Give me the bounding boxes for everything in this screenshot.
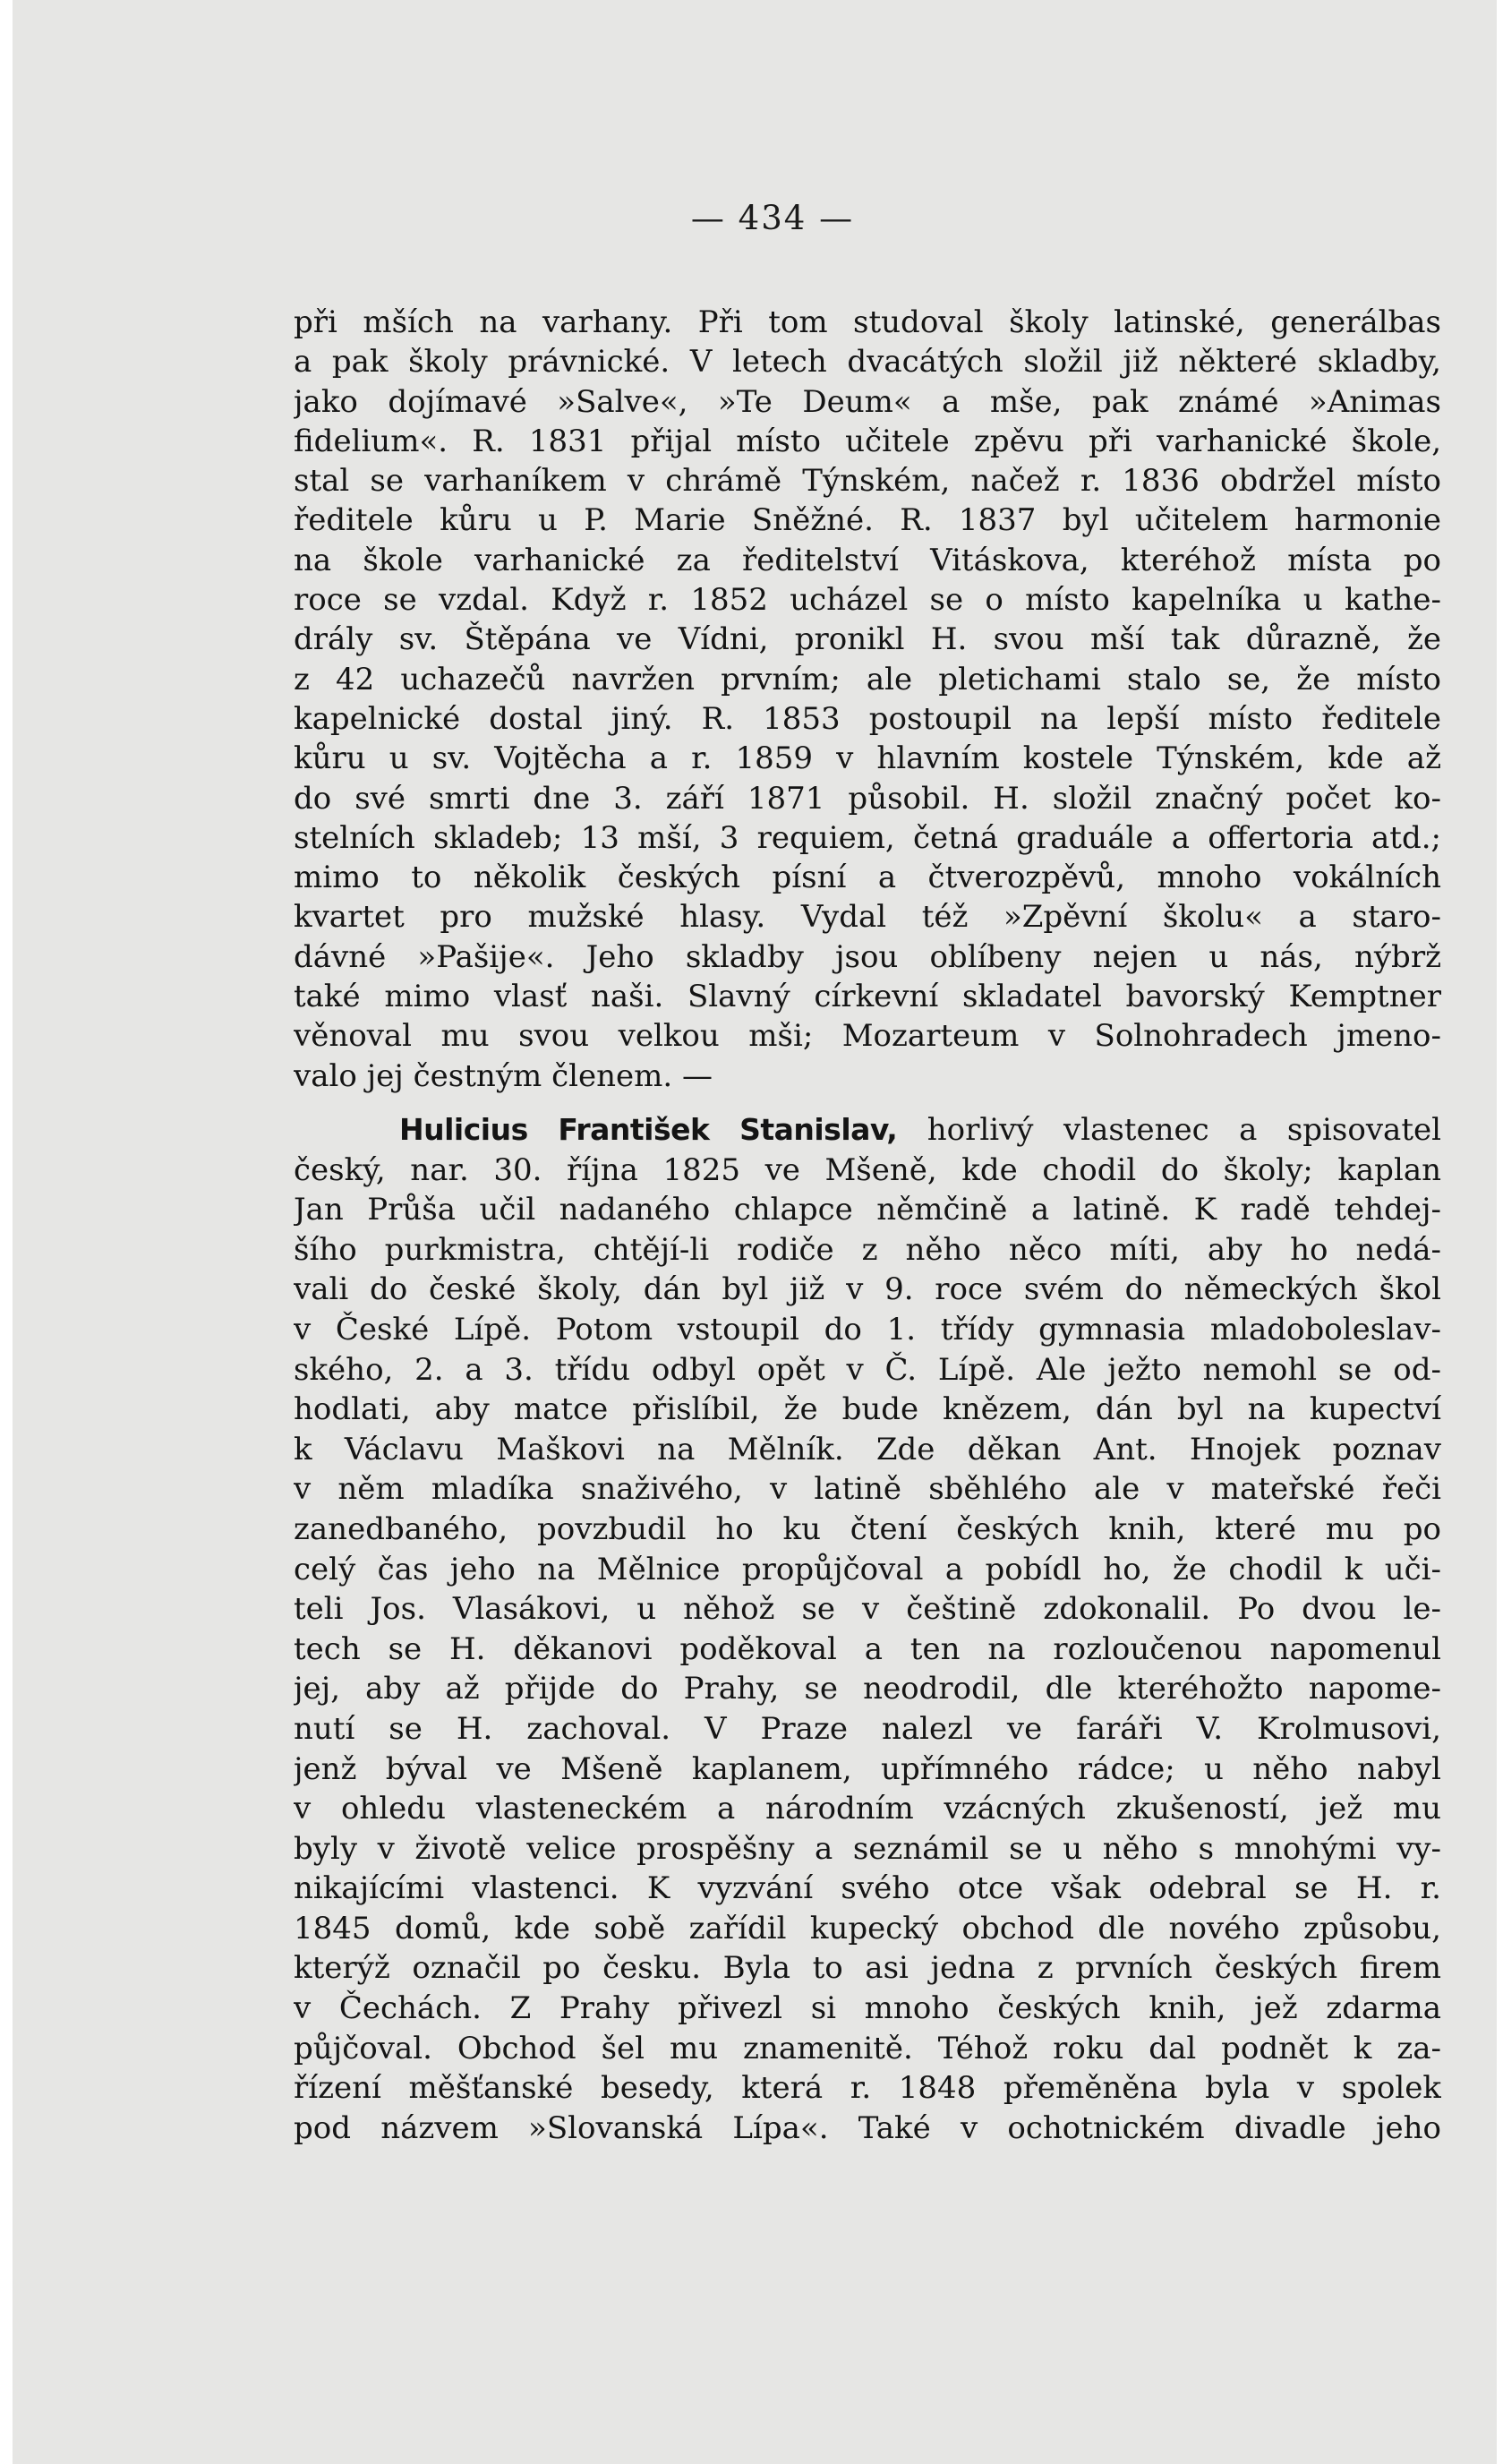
text-line: pod názvem »Slovanská Lípa«. Také v ochotnickém divadle jeho xyxy=(294,2109,1441,2146)
text-line: kůru u sv. Vojtěcha a r. 1859 v hlavním kostele Týnském, kde až xyxy=(294,740,1441,777)
text-line: ředitele kůru u P. Marie Sněžné. R. 1837 byl učitelem harmonie xyxy=(294,502,1441,539)
text-line: 1845 domů, kde sobě zařídil kupecký obchod dle nového způsobu, xyxy=(294,1910,1441,1946)
text-line: do své smrti dne 3. září 1871 působil. H. složil značný počet ko- xyxy=(294,780,1441,817)
text-line: vali do české školy, dán byl již v 9. roce svém do německých škol xyxy=(294,1271,1441,1308)
page-number: — 434 — xyxy=(690,199,855,237)
text-line: celý čas jeho na Mělnice propůjčoval a pobídl ho, že chodil k uči- xyxy=(294,1551,1441,1587)
paragraph-2-entry-hulicius xyxy=(294,1110,1441,2148)
text-line: byly v životě velice prospěšny a seznámil se u něho s mnohými vy- xyxy=(294,1830,1441,1867)
scan-right-margin xyxy=(1497,0,1503,2464)
text-line: dávné »Pašije«. Jeho skladby jsou oblíbeny nejen u nás, nýbrž xyxy=(294,938,1441,975)
book-page xyxy=(13,0,1497,2464)
text-line: nikajícími vlastenci. K vyzvání svého otce však odebral se H. r. xyxy=(294,1870,1441,1907)
text-line: stal se varhaníkem v chrámě Týnském, načež r. 1836 obdržel místo xyxy=(294,463,1441,500)
text-line: mimo to několik českých písní a čtverozpěvů, mnoho vokálních xyxy=(294,860,1441,896)
text-line: a pak školy právnické. V letech dvacátých složil již některé skladby, xyxy=(294,344,1441,381)
paragraph-1 xyxy=(294,303,1441,1096)
text-line: drály sv. Štěpána ve Vídni, pronikl H. svou mší tak důrazně, že xyxy=(294,621,1441,658)
text-line: hodlati, aby matce přislíbil, že bude knězem, dán byl na kupectví xyxy=(294,1391,1441,1428)
text-line: Jan Průša učil nadaného chlapce němčině a latině. K radě tehdej- xyxy=(294,1192,1441,1228)
text-line: také mimo vlasť naši. Slavný církevní skladatel bavorský Kemptner xyxy=(294,979,1441,1015)
text-line: valo jej čestným členem. — xyxy=(294,1057,713,1094)
text-line: při mších na varhany. Při tom studoval školy latinské, generálbas xyxy=(294,304,1441,340)
text-line: kapelnické dostal jiný. R. 1853 postoupil na lepší místo ředitele xyxy=(294,700,1441,737)
text-line: teli Jos. Vlasákovi, u něhož se v češtině zdokonalil. Po dvou le- xyxy=(294,1591,1441,1628)
text-line: jako dojímavé »Salve«, »Te Deum« a mše, pak známé »Animas xyxy=(294,383,1441,420)
text-line: stelních skladeb; 13 mší, 3 requiem, četná graduále a offertoria atd.; xyxy=(294,819,1441,856)
text-line: ského, 2. a 3. třídu odbyl opět v Č. Lípě. Ale ježto nemohl se od- xyxy=(294,1351,1441,1388)
entry-first-line-text: horlivý vlastenec a spisovatel xyxy=(897,1112,1441,1148)
text-line: v něm mladíka snaživého, v latině sběhlého ale v mateřské řeči xyxy=(294,1471,1441,1508)
text-line: zanedbaného, povzbudil ho ku čtení českých knih, které mu po xyxy=(294,1510,1441,1547)
text-line: na škole varhanické za ředitelství Vitáskova, kteréhož místa po xyxy=(294,542,1441,578)
text-line: tech se H. děkanovi poděkoval a ten na rozloučenou napomenul xyxy=(294,1630,1441,1667)
text-line: jej, aby až přijde do Prahy, se neodrodil, dle kteréhožto napome- xyxy=(294,1671,1441,1707)
text-line: v ohledu vlasteneckém a národním vzácných zkušeností, jež mu xyxy=(294,1791,1441,1827)
text-line: fidelium«. R. 1831 přijal místo učitele zpěvu při varhanické škole, xyxy=(294,423,1441,459)
text-line: v Čechách. Z Prahy přivezl si mnoho českých knih, jež zdarma xyxy=(294,1990,1441,2027)
text-line: nutí se H. zachoval. V Praze nalezl ve faráři V. Krolmusovi, xyxy=(294,1710,1441,1747)
text-line: kvartet pro mužské hlasy. Vydal též »Zpěvní školu« a staro- xyxy=(294,899,1441,936)
text-line: v České Lípě. Potom vstoupil do 1. třídy gymnasia mladoboleslav- xyxy=(294,1311,1441,1348)
text-line: roce se vzdal. Když r. 1852 ucházel se o místo kapelníka u kathe- xyxy=(294,582,1441,619)
entry-first-line xyxy=(294,1110,1441,1151)
text-line: šího purkmistra, chtějí-li rodiče z něho něco míti, aby ho nedá- xyxy=(294,1231,1441,1268)
text-line: půjčoval. Obchod šel mu znamenitě. Téhož roku dal podnět k za- xyxy=(294,2030,1441,2066)
text-line: z 42 uchazečů navržen prvním; ale pletichami stalo se, že místo xyxy=(294,661,1441,697)
text-line: věnoval mu svou velkou mši; Mozarteum v Solnohradech jmeno- xyxy=(294,1018,1441,1055)
entry-headword: Hulicius František Stanislav, xyxy=(399,1112,898,1147)
scan-left-margin xyxy=(0,0,13,2464)
text-line: kterýž označil po česku. Byla to asi jedna z prvních českých firem xyxy=(294,1950,1441,1987)
text-line: k Václavu Maškovi na Mělník. Zde děkan Ant. Hnojek poznav xyxy=(294,1431,1441,1467)
text-line: řízení měšťanské besedy, která r. 1848 přeměněna byla v spolek xyxy=(294,2070,1441,2107)
text-line: jenž býval ve Mšeně kaplanem, upřímného rádce; u něho nabyl xyxy=(294,1750,1441,1787)
text-line: český, nar. 30. října 1825 ve Mšeně, kde chodil do školy; kaplan xyxy=(294,1151,1441,1188)
